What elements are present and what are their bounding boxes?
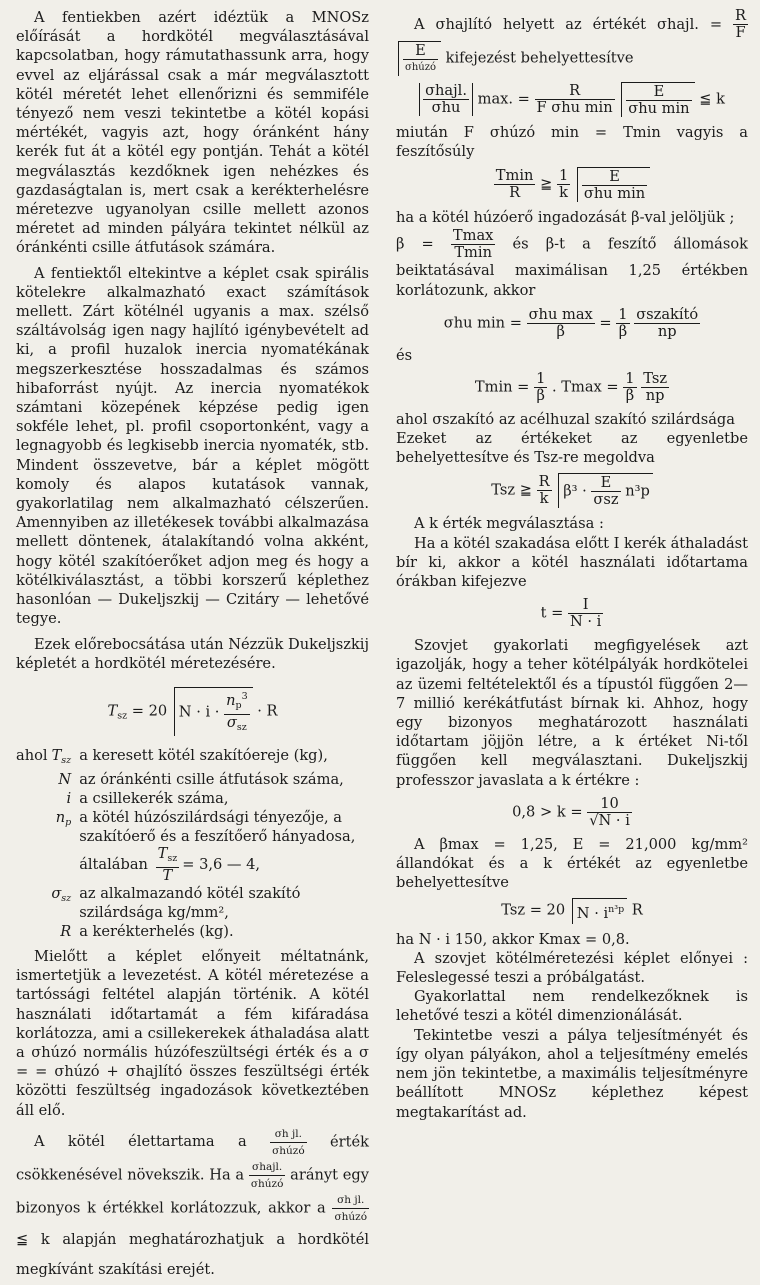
legend-symbol: i (66, 789, 72, 807)
fraction-num: Tsz (643, 369, 668, 387)
formula-lhs: T (107, 702, 118, 720)
legend-text: a kerékterhelés (kg). (79, 922, 234, 940)
fraction-tsz-over-np (641, 371, 669, 404)
formula-den-sub: sz (236, 721, 247, 733)
paragraph-tension-weight: miután F σhúzó min = Tmin vagyis a feszítősúly (396, 124, 748, 161)
formula-lhs: σhu min = (443, 314, 522, 332)
paragraph-dukeljszkij-intro: Ezek előrebocsátása után Nézzük Dukeljszkij képletét a hordkötél méretezésére. (16, 635, 369, 672)
fraction-den: √N · i (589, 811, 630, 829)
legend-row (16, 922, 369, 941)
paragraph-derivation: Mielőtt a képlet előnyeit méltatnánk, ismertetjük a levezetést. A kötél méretezése a tartóssági feltétel alapján történik. A kötél használati időtartamát a fém kifáradása korlátozza, ami a csillekerekek áthaladása alatt a σhúzó normális húzófeszültségi érték és a σ = = σhúzó + σhajlító összes feszültségi érték közötti feszültség ingadozások következtében áll elő. (16, 947, 369, 1119)
fraction-num: E (403, 43, 438, 60)
fraction-num: R (735, 7, 747, 24)
paragraph-kmax: ha N · i 150, akkor Kmax = 0,8. (396, 930, 630, 948)
legend-intro: ahol (16, 746, 48, 764)
formula-t (396, 597, 748, 630)
fraction-num: 1 (558, 167, 569, 185)
fraction-10-over-sqrt (587, 796, 632, 829)
paragraph-dimensioning: Gyakorlattal nem rendelkezőknek is lehetővé teszi a kötél dimenzionálását. (396, 988, 748, 1025)
fraction-den: R (509, 184, 521, 202)
root-e-over-sigmamin (577, 167, 650, 202)
legend-symbol: n (55, 808, 66, 826)
fraction-tmax-over-tmin (451, 228, 496, 261)
formula-lhs-sub: sz (117, 710, 128, 722)
paragraph-advantages: A szovjet kötélméretezési képlet előnyei : Feleslegessé teszi a próbálgatást. (396, 949, 748, 987)
paragraph-savings: Tekintetbe veszi a pálya teljesítményét és így olyan pályákon, ahol a teljesítmény emelés nem jön tekintetbe, a maximális teljesítményre beállított MNOSz képlethez képest megtakarítást ad. (396, 1026, 748, 1121)
root-e-over-sigmamin (621, 82, 694, 117)
fraction-sigmamax-over-beta (527, 307, 595, 340)
substitution-text-b: kifejezést behelyettesítve (445, 49, 634, 67)
legend-text: a keresett kötél szakítóereje (kg), (79, 746, 328, 764)
fraction-den: σhúzó (334, 1210, 368, 1223)
formula-lhs: t = (540, 604, 564, 622)
formula-dukeljszkij (16, 687, 369, 736)
formula-lhs: Tsz = 20 (501, 902, 566, 920)
fraction-r-over-k (537, 474, 552, 507)
paragraph-soviet-observations: Szovjet gyakorlati megfigyelések azt igazolják, hogy a teher kötélpályák hordkötelei az üzemi feltételektől és a típustól függően 2—7 millió kerékátfutást bírnak ki. Ahhoz, hogy egy bizonyos meghatározott használati időtartam jöjjön létre, a k értéket Ni-től függően kell megválasztani. Dukeljszkij professzor javaslata a k értékre : (396, 637, 748, 789)
legend-symbol: N (58, 770, 72, 788)
lifetime-fraction-3 (332, 1192, 369, 1225)
fraction-num: R (535, 83, 615, 100)
fraction-num: 1 (618, 305, 628, 323)
ratio-value: = 3,6 — 4, (182, 855, 261, 873)
fraction-num: E (626, 84, 691, 101)
fraction-1-over-beta (623, 371, 636, 404)
paragraph-lifetime-hours: Ha a kötél szakadása előtt I kerék áthaladást bír ki, akkor a kötél használati időtartama órákban kifejezve (396, 534, 749, 591)
legend-row (16, 789, 369, 808)
fraction-num: σszakító (636, 305, 699, 323)
paragraph-lifetime (16, 1126, 369, 1285)
bracket (419, 83, 473, 116)
lifetime-text-a: A kötél élettartama a (34, 1133, 247, 1151)
legend-symbol-sub: sz (61, 892, 72, 904)
fraction-den: k (559, 184, 569, 202)
substitution-text-a: A σhajlító helyett az értékét σhajl. = (414, 15, 723, 33)
fraction-den: N · i (570, 613, 602, 631)
legend-symbol: T (51, 746, 62, 764)
formula-den: σ (226, 713, 237, 731)
lifetime-fraction-1 (270, 1126, 307, 1159)
fraction-e-over-sigmamin (582, 169, 647, 202)
legend-text: a csillekerék száma, (79, 789, 229, 807)
formula-num-sup: 3 (241, 690, 248, 702)
fraction-den: β (556, 322, 565, 340)
paragraph-sigma-def: ahol σszakító az acélhuzal szakító szilárdsága (396, 410, 735, 428)
fraction-den: β (618, 322, 628, 340)
formula-tmin-tmax (396, 371, 748, 404)
left-column (16, 8, 369, 1285)
formula-max-ratio (396, 82, 748, 117)
fraction-num: 1 (625, 369, 635, 387)
paragraph-k-choice: A k érték megválasztása : (414, 515, 604, 533)
ratio-fraction (156, 846, 180, 884)
formula-eq: = (599, 314, 612, 332)
formula-relation: ≧ (540, 175, 553, 193)
paragraph-mnosz-critique: A fentiekben azért idéztük a MNOSz előírását a hordkötél megválasztásával kapcsolatban, hogy rámutathassunk arra, hogy evvel az eljárással csak a már megválasztott kötél méretét lehet ellenőrizni és semmiféle tényező nem veszi tekintetbe a kötél kopási mértékét, vagyis azt, hogy óránként hány kerék fut át a kötél egy pontján. Tehát a kötél megválasztás kezdőknek igen nehézkes és gazdaságtalan is, mert csak a kerékterhelésre méretezve ugyanolyan csille mellett azonos méretet ad minden pályára tekintet nélkül az óránkénti csille átfutások számára. (16, 9, 369, 257)
fraction-num: σhu max (528, 305, 593, 323)
fraction-num: σh jl. (270, 1126, 307, 1143)
paragraph-constants: A βmax = 1,25, E = 21,000 kg/mm² állandókat és a k értékét az egyenletbe behelyettesítve (396, 835, 748, 892)
formula-root (572, 898, 627, 923)
legend-text: a kötél húzószilárdsági tényezője, a szakítóerő és a feszítőerő hányadosa, általában (79, 808, 356, 873)
legend-symbol-sub: p (65, 816, 72, 828)
formula-num: n (226, 691, 236, 709)
legend-row (16, 746, 369, 770)
formula-root (558, 473, 653, 508)
fraction-den: σhu min (628, 100, 690, 117)
legend-text: az alkalmazandó kötél szakító szilárdsága kg/mm², (79, 884, 301, 921)
formula-inner: N · i · (178, 703, 220, 721)
formula-lhs: Tsz ≧ (491, 481, 532, 499)
formula-max-label: max. = (477, 90, 530, 108)
paragraph-solve: Ezeket az értékeket az egyenletbe behelyettesítve és Tsz-re megoldva (396, 430, 748, 467)
ratio-num-sub: sz (167, 852, 178, 864)
fraction-r-over-fsigma (535, 83, 615, 116)
right-column (396, 8, 748, 1122)
fraction-den: σhúzó (272, 1144, 305, 1157)
fraction-num: 10 (587, 796, 632, 813)
beta-eq: β = (396, 235, 434, 253)
paragraph-beta-limit (396, 228, 748, 301)
lifetime-text-b: érték csökkenésével növekszik. Ha a (16, 1133, 370, 1184)
fraction-num: Tmin (495, 167, 534, 185)
legend-symbol: R (60, 922, 72, 940)
formula-tail: ≦ k (699, 90, 725, 108)
paragraph-formula-limits: A fentiektől eltekintve a képlet csak spirális kötelekre alkalmazható exact számítások mellett. Zárt kötélnél ugyanis a max. szélső száltávolság igen nagy hajlító igénybevételt ad ki, a profil huzalok inercia nyomatékának megszerkesztése hosszadalmas és számos hibaforrást nyújt. Az inercia nyomatékok számtani közepének képzése pedig igen sokféle lehet, pl. profil csoportonként, vagy a legnagyobb és legkisebb inercia nyomaték, stb. Mindent összevetve, bár a képlet mögött komoly és alapos kutatások vannak, gyakorlatilag nem alkalmazható célszerűen. Amennyiben az illetékesek további alkalmazása mellett döntenek, átalakítandó volna akként, hogy kötél szakítóerőket adjon meg és hogy a kötélkiválasztást, a többi korszerű képlethez hasonlóan — Dukeljszkij — Czitáry — lehetővé tegye. (16, 264, 369, 628)
fraction-e-over-sigmamin (626, 84, 691, 117)
formula-tail: · R (257, 702, 278, 720)
formula-tsz-solution (396, 473, 748, 508)
formula-inner: β³ · (563, 482, 587, 500)
fraction-den: σhúzó (405, 62, 436, 73)
fraction-den: σhúzó (250, 1177, 284, 1190)
fraction-den: k (539, 490, 549, 508)
legend-row (16, 884, 369, 922)
fraction-num: Tmax (452, 226, 494, 244)
formula-sup: n³p (608, 904, 625, 916)
fraction-r-over-f (733, 8, 748, 41)
paragraph-substitution (396, 8, 748, 76)
fraction-den: σsz (593, 491, 619, 509)
fraction-1-over-beta (534, 371, 547, 404)
fraction-den: σhu min (583, 185, 646, 203)
formula-fraction (224, 689, 250, 736)
formula-eq: = 20 (131, 702, 168, 720)
fraction-bracket (423, 83, 469, 116)
ratio-den: T (162, 866, 173, 884)
fraction-den: F (735, 24, 746, 41)
fraction-num: 1 (536, 369, 546, 387)
fraction-1-over-k (557, 168, 570, 201)
formula-tail: R (631, 902, 643, 920)
fraction-den: β (536, 386, 545, 404)
fraction-num: σhajl. (249, 1159, 286, 1176)
fraction-num: I (568, 597, 603, 614)
formula-inner: N · i (576, 905, 609, 923)
symbol-legend (16, 746, 369, 941)
fraction-den: F σhu min (536, 99, 613, 116)
legend-text: az óránkénti csille átfutások száma, (79, 770, 344, 788)
legend-symbol-sub: sz (61, 754, 72, 766)
fraction-sigma-over-np (634, 307, 700, 340)
beta-text: és β-t a feszítő állomások beiktatásával maximálisan 1,25 értékben korlátozunk, akkor (396, 235, 749, 299)
fraction-num: R (538, 473, 550, 491)
formula-tail: n³p (625, 482, 650, 500)
formula-lhs: 0,8 > k = (512, 803, 583, 821)
lifetime-text-c: arányt egy bizonyos k értékkel korlátozzuk, akkor a (16, 1166, 369, 1217)
fraction-e-over-sigmasz (591, 475, 620, 508)
legend-row (16, 808, 369, 884)
paragraph-beta-def: ha a kötél húzóerő ingadozását β-val jelöljük ; (396, 209, 735, 227)
formula-tmax: . Tmax = (552, 378, 619, 396)
fraction-i-over-ni (568, 597, 603, 630)
legend-row (16, 770, 369, 789)
fraction-den: β (625, 386, 635, 404)
formula-tmin-ratio (396, 167, 748, 202)
fraction-e-over-sigma (403, 43, 438, 76)
formula-root (174, 687, 253, 736)
formula-k-value (396, 796, 748, 829)
fraction-den: np (657, 322, 677, 340)
fraction-num: E (591, 475, 620, 492)
formula-tmin: Tmin = (474, 378, 530, 396)
legend-symbol: σ (51, 884, 62, 902)
lifetime-fraction-2 (249, 1159, 286, 1192)
fraction-den: σhu (431, 99, 461, 116)
fraction-num: σhajl. (425, 82, 467, 99)
root-e-over-sigma (398, 41, 441, 76)
fraction-tmin-over-r (494, 168, 536, 201)
formula-final (396, 898, 748, 923)
formula-sigma-min (396, 307, 748, 340)
fraction-num: σh jl. (332, 1192, 369, 1209)
fraction-den: Tmin (454, 243, 492, 261)
fraction-den: np (645, 386, 665, 404)
formula-num-sub: p (235, 699, 242, 711)
fraction-1-over-beta (616, 307, 629, 340)
lifetime-text-d: ≦ k alapján meghatározhatjuk a hordkötél megkívánt szakítási erejét. (16, 1230, 369, 1278)
paragraph-and: és (396, 346, 413, 364)
ratio-num: T (157, 844, 168, 862)
fraction-num: E (582, 169, 647, 186)
